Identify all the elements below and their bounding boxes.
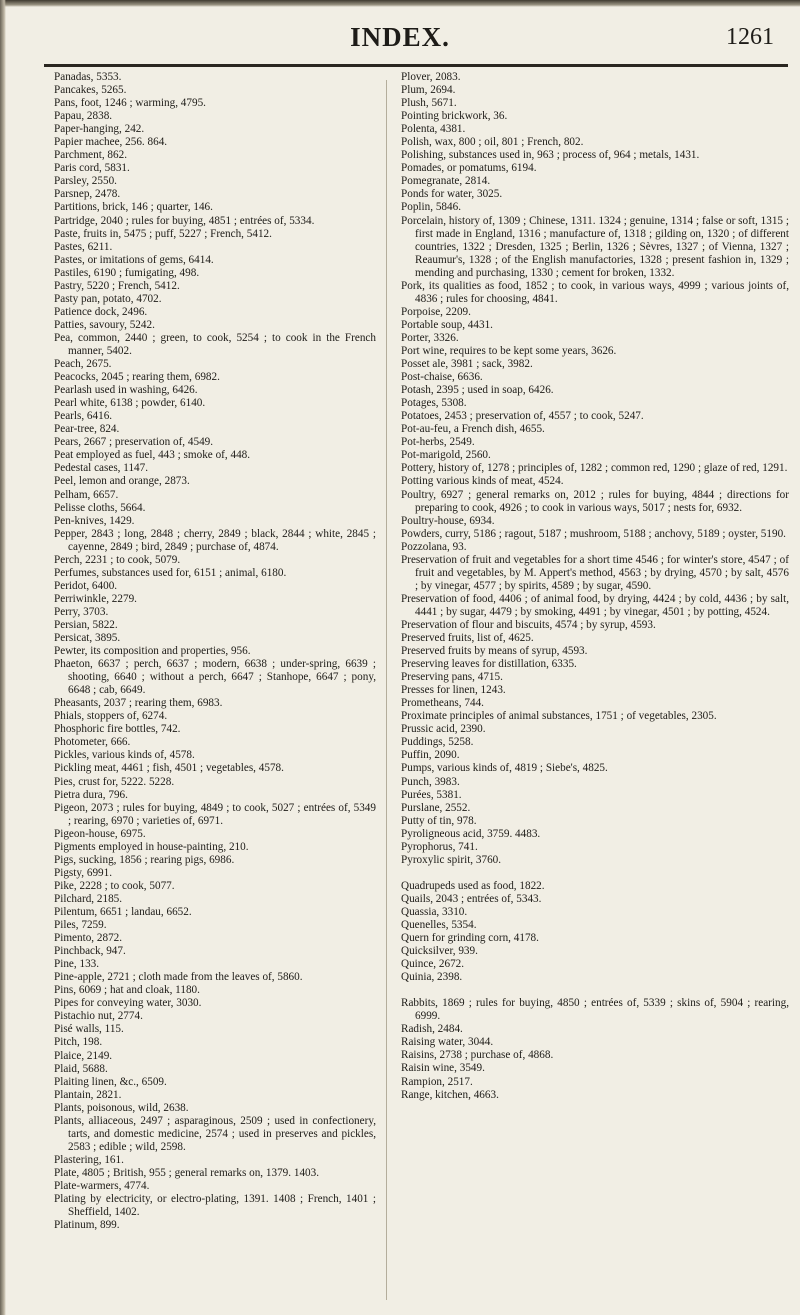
index-entry: Pumps, various kinds of, 4819 ; Siebe's, 4825.: [401, 762, 608, 775]
index-entry: Pomegranate, 2814.: [401, 175, 491, 188]
index-entry: Plants, poisonous, wild, 2638.: [54, 1101, 189, 1114]
index-entry: Purées, 5381.: [401, 788, 462, 801]
index-entry: Range, kitchen, 4663.: [401, 1088, 499, 1101]
index-entry: Raising water, 3044.: [401, 1036, 494, 1049]
index-entry: Pancakes, 5265.: [54, 84, 127, 97]
index-entry: Paris cord, 5831.: [54, 162, 130, 175]
index-entry: Pork, its qualities as food, 1852 ; to cook, in various ways, 4999 ; various joints of, 4836 ; rules for choosing, 4841.: [401, 279, 789, 305]
section-gap: [401, 867, 789, 880]
index-entry: Patience dock, 2496.: [54, 305, 148, 318]
index-entry: Preserving pans, 4715.: [401, 671, 503, 684]
index-entry: Pewter, its composition and properties, 956.: [54, 645, 251, 658]
index-entry: Panadas, 5353.: [54, 71, 122, 83]
index-entry: Polenta, 4381.: [401, 123, 466, 136]
index-entry: Pastes, or imitations of gems, 6414.: [54, 253, 214, 266]
index-entry: Papier machee, 256. 864.: [54, 136, 168, 149]
index-entry: Pickles, various kinds of, 4578.: [54, 749, 195, 762]
index-entry: Pigsty, 6991.: [54, 866, 113, 879]
index-entry: Preserving leaves for distillation, 6335.: [401, 658, 577, 671]
index-entry: Quinia, 2398.: [401, 971, 463, 984]
index-entry: Partridge, 2040 ; rules for buying, 4851 ; entrées of, 5334.: [54, 214, 315, 227]
index-entry: Plush, 5671.: [401, 97, 457, 110]
index-entry: Platinum, 899.: [54, 1219, 120, 1232]
index-entry: Pine-apple, 2721 ; cloth made from the leaves of, 5860.: [54, 971, 303, 984]
index-entry: Pozzolana, 93.: [401, 540, 467, 553]
index-entry: Poultry, 6927 ; general remarks on, 2012 ; rules for buying, 4844 ; directions for preparing to cook, 4926 ; to cook in various ways, 5017 ; nests for, 6932.: [401, 488, 789, 514]
index-entry: Punch, 3983.: [401, 775, 460, 788]
index-entry: Parchment, 862.: [54, 149, 128, 162]
index-entry: Pigments employed in house-painting, 210.: [54, 840, 249, 853]
index-entry: Portable soup, 4431.: [401, 318, 493, 331]
index-entry: Polishing, substances used in, 963 ; process of, 964 ; metals, 1431.: [401, 149, 700, 162]
index-entry: Rabbits, 1869 ; rules for buying, 4850 ; entrées of, 5339 ; skins of, 5904 ; rearing, 6999.: [401, 997, 789, 1023]
index-entry: Prussic acid, 2390.: [401, 723, 486, 736]
index-entry: Radish, 2484.: [401, 1023, 463, 1036]
index-entry: Pine, 133.: [54, 958, 100, 971]
index-entry: Pasty pan, potato, 4702.: [54, 292, 162, 305]
index-entry: Pot-marigold, 2560.: [401, 449, 491, 462]
index-entry: Pot-au-feu, a French dish, 4655.: [401, 423, 545, 436]
index-entry: Pyrophorus, 741.: [401, 840, 478, 853]
page-binding-edge: [0, 0, 6, 1315]
index-entry: Purslane, 2552.: [401, 801, 471, 814]
page-number: 1261: [726, 24, 774, 50]
index-entry: Pyroligneous acid, 3759. 4483.: [401, 827, 541, 840]
index-entry: Potting various kinds of meat, 4524.: [401, 475, 564, 488]
index-entry: Persicat, 3895.: [54, 632, 121, 645]
index-entry: Parsley, 2550.: [54, 175, 117, 188]
index-entry: Pies, crust for, 5222. 5228.: [54, 775, 175, 788]
index-entry: Preserved fruits, list of, 4625.: [401, 632, 534, 645]
index-entry: Peel, lemon and orange, 2873.: [54, 475, 190, 488]
index-entry: Papau, 2838.: [54, 110, 113, 123]
index-entry: Pipes for conveying water, 3030.: [54, 997, 202, 1010]
index-entry: Pike, 2228 ; to cook, 5077.: [54, 879, 175, 892]
index-entry: Pilentum, 6651 ; landau, 6652.: [54, 906, 192, 918]
index-entry: Porter, 3326.: [401, 331, 459, 344]
index-entry: Perch, 2231 ; to cook, 5079.: [54, 553, 181, 566]
index-entry: Photometer, 666.: [54, 736, 131, 749]
index-entry: Pisé walls, 115.: [54, 1023, 124, 1036]
index-entry: Partitions, brick, 146 ; quarter, 146.: [54, 201, 213, 214]
index-entry: Pottery, history of, 1278 ; principles of, 1282 ; common red, 1290 ; glaze of red, 1291.: [401, 462, 788, 475]
index-entry: Plaice, 2149.: [54, 1049, 113, 1062]
index-entry: Pigeon-house, 6975.: [54, 827, 146, 840]
index-entry: Pastes, 6211.: [54, 240, 113, 253]
index-entry: Potash, 2395 ; used in soap, 6426.: [401, 384, 554, 397]
index-entry: Potatoes, 2453 ; preservation of, 4557 ; to cook, 5247.: [401, 410, 644, 423]
index-entry: Post-chaise, 6636.: [401, 371, 483, 384]
index-entry: Pigs, sucking, 1856 ; rearing pigs, 6986.: [54, 853, 235, 866]
index-entry: Puffin, 2090.: [401, 749, 460, 762]
index-entry: Port wine, requires to be kept some years, 3626.: [401, 344, 617, 357]
index-entry: Pistachio nut, 2774.: [54, 1010, 143, 1023]
index-entry: Pepper, 2843 ; long, 2848 ; cherry, 2849 ; black, 2844 ; white, 2845 ; cayenne, 2849 ; bird, 2849 ; purchase of, 4874.: [54, 527, 376, 553]
index-entry: Ponds for water, 3025.: [401, 188, 503, 201]
index-entry: Pimento, 2872.: [54, 932, 123, 945]
index-entry: Pea, common, 2440 ; green, to cook, 5254 ; to cook in the French manner, 5402.: [54, 331, 376, 357]
index-entry: Porpoise, 2209.: [401, 305, 471, 318]
index-entry: Poultry-house, 6934.: [401, 514, 495, 527]
index-entry: Perfumes, substances used for, 6151 ; animal, 6180.: [54, 566, 287, 579]
index-entry: Plating by electricity, or electro-plating, 1391. 1408 ; French, 1401 ; Sheffield, 1402.: [54, 1193, 376, 1219]
index-entry: Pins, 6069 ; hat and cloak, 1180.: [54, 984, 200, 997]
index-entry: Pearl white, 6138 ; powder, 6140.: [54, 397, 206, 410]
index-entry: Polish, wax, 800 ; oil, 801 ; French, 802.: [401, 136, 584, 149]
index-column-right: [401, 71, 789, 1102]
index-entry: Plaiting linen, &c., 6509.: [54, 1075, 167, 1088]
index-entry: Pearls, 6416.: [54, 410, 113, 423]
index-entry: Patties, savoury, 5242.: [54, 318, 155, 331]
index-entry: Preserved fruits by means of syrup, 4593.: [401, 645, 588, 658]
index-entry: Quern for grinding corn, 4178.: [401, 932, 539, 945]
index-entry: Pigeon, 2073 ; rules for buying, 4849 ; to cook, 5027 ; entrées of, 5349 ; rearing, 6970 ; varieties of, 6971.: [54, 801, 376, 827]
index-entry: Peridot, 6400.: [54, 579, 118, 592]
index-entry: Preservation of fruit and vegetables for a short time 4546 ; for winter's store, 4547 ; of fruit and vegetables, by M. Appert's method, 4563 ; by drying, 4570 ; by salt, 4576 ; by vinegar, 4577 ; by spirits, 4589 ; by sugar, 4590.: [401, 553, 789, 592]
index-entry: Quenelles, 5354.: [401, 919, 477, 931]
index-entry: Pietra dura, 796.: [54, 788, 128, 801]
index-entry: Pearlash used in washing, 6426.: [54, 384, 198, 397]
index-entry: Paper-hanging, 242.: [54, 123, 145, 136]
index-entry: Perry, 3703.: [54, 605, 109, 618]
index-entry: Plaid, 5688.: [54, 1062, 108, 1075]
page-header: [0, 22, 800, 64]
index-entry: Phials, stoppers of, 6274.: [54, 710, 168, 723]
index-entry: Persian, 5822.: [54, 618, 118, 631]
index-entry: Peach, 2675.: [54, 358, 112, 371]
index-entry: Pomades, or pomatums, 6194.: [401, 162, 537, 175]
index-entry: Proximate principles of animal substances, 1751 ; of vegetables, 2305.: [401, 710, 717, 723]
index-entry: Preservation of flour and biscuits, 4574 ; by syrup, 4593.: [401, 618, 656, 631]
index-entry: Plover, 2083.: [401, 71, 461, 83]
index-entry: Puddings, 5258.: [401, 736, 474, 749]
index-entry: Presses for linen, 1243.: [401, 684, 506, 697]
index-column-left: [54, 71, 376, 1232]
page-title: INDEX.: [350, 22, 450, 52]
index-entry: Phosphoric fire bottles, 742.: [54, 723, 181, 736]
index-entry: Pelisse cloths, 5664.: [54, 501, 146, 514]
index-entry: Plum, 2694.: [401, 84, 456, 97]
index-entry: Pastiles, 6190 ; fumigating, 498.: [54, 266, 200, 279]
index-entry: Rampion, 2517.: [401, 1075, 473, 1088]
index-entry: Potages, 5308.: [401, 397, 467, 410]
index-entry: Plate, 4805 ; British, 955 ; general remarks on, 1379. 1403.: [54, 1166, 320, 1179]
index-entry: Quadrupeds used as food, 1822.: [401, 879, 545, 892]
index-entry: Putty of tin, 978.: [401, 814, 477, 827]
index-entry: Pot-herbs, 2549.: [401, 436, 475, 449]
index-entry: Pastry, 5220 ; French, 5412.: [54, 279, 180, 292]
index-entry: Pyroxylic spirit, 3760.: [401, 853, 502, 866]
index-entry: Parsnep, 2478.: [54, 188, 121, 201]
index-entry: Pheasants, 2037 ; rearing them, 6983.: [54, 697, 223, 710]
index-entry: Poplin, 5846.: [401, 201, 461, 214]
index-entry: Preservation of food, 4406 ; of animal food, by drying, 4424 ; by cold, 4436 ; by salt, 4441 ; by sugar, 4479 ; by smoking, 4491 ; by vinegar, 4501 ; by potting, 4524.: [401, 592, 789, 618]
index-entry: Raisins, 2738 ; purchase of, 4868.: [401, 1049, 554, 1062]
column-divider: [386, 80, 387, 1300]
index-entry: Pickling meat, 4461 ; fish, 4501 ; vegetables, 4578.: [54, 762, 284, 775]
index-entry: Pilchard, 2185.: [54, 892, 123, 905]
index-entry: Paste, fruits in, 5475 ; puff, 5227 ; French, 5412.: [54, 227, 272, 240]
index-entry: Plants, alliaceous, 2497 ; asparaginous, 2509 ; used in confectionery, tarts, and domestic medicine, 2574 ; used in preserves and pickles, 2583 ; edible ; wild, 2598.: [54, 1114, 376, 1153]
index-entry: Plate-warmers, 4774.: [54, 1179, 150, 1192]
index-entry: Powders, curry, 5186 ; ragout, 5187 ; mushroom, 5188 ; anchovy, 5189 ; oyster, 5190.: [401, 527, 786, 540]
index-entry: Pitch, 198.: [54, 1036, 103, 1049]
index-entry: Pen-knives, 1429.: [54, 514, 135, 527]
index-entry: Pears, 2667 ; preservation of, 4549.: [54, 436, 214, 449]
index-entry: Plantain, 2821.: [54, 1088, 122, 1101]
index-entry: Pedestal cases, 1147.: [54, 462, 149, 475]
index-entry: Peat employed as fuel, 443 ; smoke of, 448.: [54, 449, 251, 462]
section-gap: [401, 984, 789, 997]
index-entry: Raisin wine, 3549.: [401, 1062, 485, 1075]
index-entry: Quails, 2043 ; entrées of, 5343.: [401, 892, 542, 905]
index-entry: Pelham, 6657.: [54, 488, 119, 501]
index-entry: Plastering, 161.: [54, 1153, 124, 1166]
page-top-shadow: [0, 0, 800, 7]
index-entry: Porcelain, history of, 1309 ; Chinese, 1311. 1324 ; genuine, 1314 ; false or soft, 1315 ; first made in England, 1316 ; manufacture of, 1318 ; gilding on, 1320 ; of different countries, 1322 ; Dresden, 1325 ; Berlin, 1326 ; Sèvres, 1327 ; of Vienna, 1327 ; Reaumur's, 1328 ; of the English manufactories, 1328 ; present fashion in, 1329 ; mending and purchasing, 1330 ; cement for broken, 1332.: [401, 214, 789, 279]
index-entry: Quassia, 3310.: [401, 905, 468, 918]
header-rule: [44, 64, 788, 67]
index-entry: Piles, 7259.: [54, 919, 107, 932]
index-entry: Pinchback, 947.: [54, 945, 126, 958]
index-entry: Phaeton, 6637 ; perch, 6637 ; modern, 6638 ; under-spring, 6639 ; shooting, 6640 ; without a perch, 6647 ; Stanhope, 6647 ; pony, 6648 ; cab, 6649.: [54, 658, 376, 697]
index-entry: Pans, foot, 1246 ; warming, 4795.: [54, 97, 206, 110]
index-entry: Quince, 2672.: [401, 958, 465, 971]
index-entry: Posset ale, 3981 ; sack, 3982.: [401, 358, 533, 371]
index-entry: Pointing brickwork, 36.: [401, 110, 508, 123]
index-entry: Pear-tree, 824.: [54, 423, 120, 436]
index-entry: Quicksilver, 939.: [401, 945, 478, 958]
index-entry: Peacocks, 2045 ; rearing them, 6982.: [54, 371, 220, 384]
index-entry: Prometheans, 744.: [401, 697, 484, 710]
index-entry: Perriwinkle, 2279.: [54, 592, 137, 605]
